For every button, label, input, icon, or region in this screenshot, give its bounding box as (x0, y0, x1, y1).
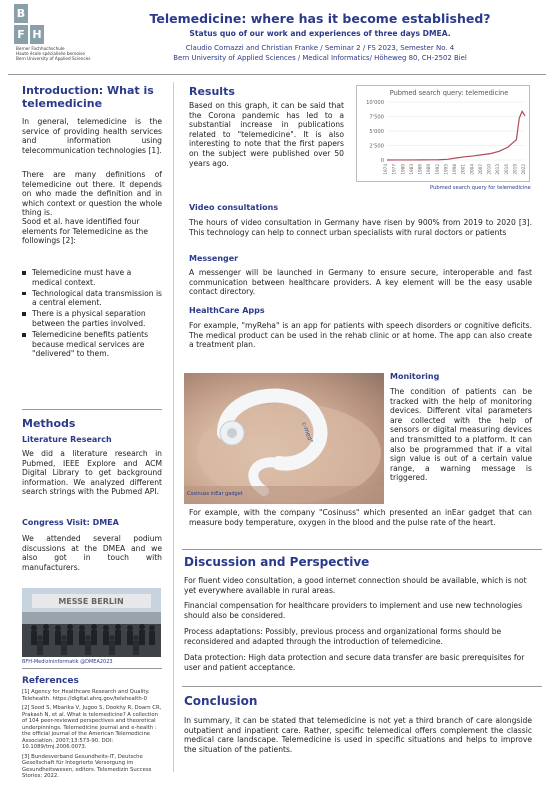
dmea-photo-caption: BFH-Medizininformatik @DMEA2023 (22, 659, 113, 665)
x-tick-label: 2001 (460, 164, 466, 175)
intro-p1: In general, telemedicine is the service of providing health services and information using telecommunication technologies [1]. (22, 117, 162, 155)
results-heading: Results (189, 85, 235, 98)
discussion-item-1: For fluent video consultation, a good internet connection should be available, which is not yet everywhere available in rural areas. (184, 576, 527, 595)
y-tick-label: 7'500 (369, 114, 384, 121)
series-line (387, 111, 525, 160)
cosinuss-device-art (184, 373, 384, 504)
x-tick-label: 1977 (391, 164, 397, 175)
x-tick-label: 1980 (400, 164, 406, 175)
right-divider-2 (182, 686, 542, 687)
x-tick-label: 1986 (417, 164, 423, 175)
video-text: The hours of video consultation in Germany have risen by 900% from 2019 to 2020 [3]. This technology can help to connect urban specialists with rural doctors or patients (189, 218, 532, 237)
bfh-logo (14, 4, 44, 44)
x-tick-label: 2016 (503, 164, 509, 175)
x-tick-label: 1989 (426, 164, 432, 175)
poster-subtitle: Status quo of our work and experiences of three days DMEA. (189, 29, 451, 38)
monitoring-heading: Monitoring (390, 372, 440, 381)
references-list (22, 689, 162, 783)
chart-caption: Pubmed search query for telemedicine (430, 185, 531, 191)
intro-p2: There are many definitions of telemedicine out there. It depends on who made the definition and in which context or question the whole thing is. (22, 170, 162, 218)
reference-item: [3] Bundesverband Gesundheits-IT, Deutsche Gesellschaft für Integrierte Versorgung im Gesundheitswesen, editors. Telemedizin Success Stories; 2022. (22, 753, 152, 779)
intro-bullets (22, 268, 162, 360)
list-item: Technological data transmission is a central element. (22, 289, 162, 308)
list-item: Telemedicine must have a medical context. (22, 268, 162, 287)
lit-text: We did a literature research in Pubmed, IEEE Explore and ACM Digital Library to get background information. We analyzed different search strings with the Pubmed API. (22, 449, 162, 497)
discussion-heading: Discussion and Perspective (184, 555, 370, 569)
cosinuss-text: For example, with the company "Cosinuss" which presented an inEar gadget that can measure body temperature, oxygen in the blood and the pulse rate of the heart. (189, 508, 532, 527)
dmea-group-photo (22, 588, 161, 657)
apps-text: For example, "myReha" is an app for patients with speech disorders or cognitive deficits. The medical product can be used in the rehab clinic or at home. The app can also create a treatment plan. (189, 321, 532, 350)
x-tick-label: 1995 (443, 164, 449, 175)
x-tick-label: 2022 (521, 164, 526, 175)
y-tick-label: 5'000 (369, 129, 384, 135)
logo-letter-b: B (14, 4, 28, 23)
photo-sign: MESSE BERLIN (58, 597, 124, 606)
logo-letter-f: F (14, 25, 28, 44)
video-heading: Video consultations (189, 203, 279, 212)
conclusion-text: In summary, it can be stated that telemedicine is not yet a third branch of care alongside outpatient and inpatient care. Rather, specific telemedical offers complement the classic medical care landscape. Telemedicine is used in specific situations and helps to improve the situation of the patients. (184, 716, 532, 754)
x-tick-label: 1974 (383, 164, 388, 175)
cosinuss-photo (184, 373, 384, 504)
cosinuss-photo-caption: Cosinuss inEar gadget (187, 491, 243, 497)
discussion-item-4: Data protection: High data protection and secure data transfer are basic prerequisites for user and patient acceptance. (184, 653, 525, 672)
authors: Claudio Comazzi and Christian Franke / Seminar 2 / FS 2023, Semester No. 4 (185, 44, 455, 52)
list-item: There is a physical separation between the parties involved. (22, 309, 162, 328)
column-divider (173, 82, 174, 772)
conclusion-heading: Conclusion (184, 694, 258, 708)
monitoring-text: The condition of patients can be tracked with the help of monitoring devices. Different vital parameters are collected with the help of sensors or digital measuring devices and transmitted to a platform. It can also be programmed that if a vital sign value is out of a certain value range, a warning message is triggered. (390, 387, 532, 483)
references-heading: References (22, 676, 79, 686)
x-tick-label: 2010 (486, 164, 492, 175)
y-tick-label: 2'500 (369, 143, 384, 150)
pubmed-chart (356, 85, 530, 182)
logo-text-de: Berner Fachhochschule (16, 46, 65, 51)
poster-header (0, 0, 554, 70)
dmea-photo-art (22, 588, 161, 657)
y-tick-label: 0 (380, 158, 384, 164)
reference-item: [2] Sood S, Mbarika V, Jugoo S, Dookhy R, Doarn CR, Prakash N, et al. What is telemedicine? A collection of 104 peer-reviewed perspectives and theoretical underpinnings. Telemedicine journal and e-health : the official journal of the American Telemedicine Association. 2007;13:573-90. DOI: 10.1089/tmj.2006.0073. (22, 705, 162, 750)
x-tick-label: 2019 (512, 164, 518, 175)
logo-text-fr: Haute école spécialisée bernoise (16, 51, 85, 57)
left-divider-1 (22, 409, 162, 410)
left-divider-2 (22, 668, 162, 669)
messenger-heading: Messenger (189, 254, 239, 263)
apps-heading: HealthCare Apps (189, 306, 265, 315)
x-tick-label: 1998 (452, 164, 457, 175)
x-tick-label: 2004 (469, 164, 475, 175)
y-tick-label: 10'000 (366, 100, 384, 106)
congress-text: We attended several podium discussions at the DMEA and we also got in touch with manufacturers. (22, 534, 162, 572)
messenger-text: A messenger will be launched in Germany to ensure secure, interoperable and fast communication between healthcare providers. A key element will be the easy usable contact directory. (189, 268, 532, 297)
congress-heading: Congress Visit: DMEA (22, 518, 119, 527)
results-text: Based on this graph, it can be said that the Corona pandemic has led to a substantial increase in publications related to "telemedicine". It is also interesting to note that the first papers on the subject were published over 50 years ago. (189, 101, 344, 168)
logo-text-en: Bern University of Applied Sciences (16, 56, 91, 62)
right-divider-1 (182, 549, 542, 550)
methods-heading: Methods (22, 417, 76, 430)
affiliation: Bern University of Applied Sciences / Medical Informatics/ Höheweg 80, CH-2502 Biel (173, 54, 467, 62)
x-tick-label: 2007 (477, 164, 483, 175)
poster-title: Telemedicine: where has it become established? (149, 11, 491, 26)
discussion-item-2: Financial compensation for healthcare providers to implement and use new technologies should also be considered. (184, 601, 523, 620)
pubmed-chart-svg (357, 86, 531, 183)
header-divider (8, 74, 546, 75)
intro-heading: Introduction: What is telemedicine (22, 84, 154, 110)
logo-letter-h: H (30, 25, 44, 44)
chart-title: Pubmed search query: telemedicine (389, 89, 509, 97)
discussion-item-3: Process adaptations: Possibly, previous process and organizational forms should be reconsidered and adapted through the introduction of telemedicine. (184, 627, 502, 646)
intro-p3: Sood et al. have identified four elements for Telemedicine as the followings [2]: (22, 217, 149, 246)
lit-heading: Literature Research (22, 435, 112, 444)
x-tick-label: 2013 (495, 164, 501, 175)
list-item: Telemedicine benefits patients because medical services are "delivered" to them. (22, 330, 162, 359)
svg-text:c-med°: c-med° (300, 421, 315, 445)
x-tick-label: 1992 (434, 164, 440, 175)
reference-item: [1] Agency for Healthcare Research and Quality. Telehealth. https://digital.ahrq.gov/telehealth-0 (22, 689, 150, 702)
logo-text (16, 46, 90, 62)
x-tick-label: 1983 (408, 164, 414, 175)
